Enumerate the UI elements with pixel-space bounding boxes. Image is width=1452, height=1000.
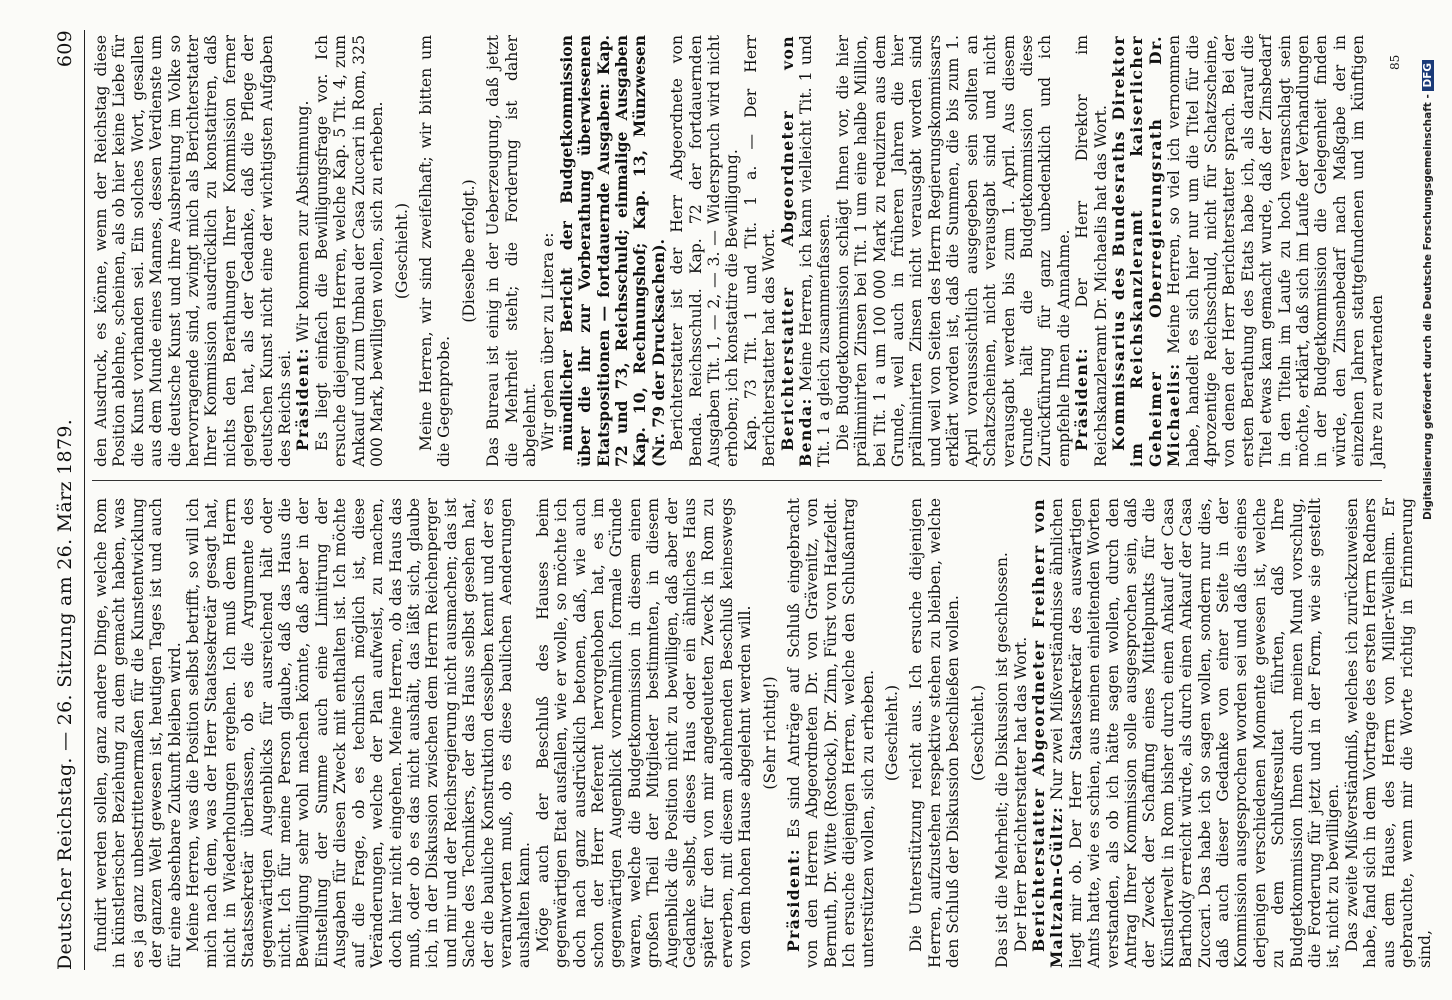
paragraph: Das zweite Mißverständniß, welches ich zurückzuweisen habe, fand sich in dem Vortrage des ersten Herrn Redners aus dem Hause, des Herrn von Miller-Weilheim. Er gebrauchte, wenn mir die Worte richtig in Erinnerung sind, [1342,498,1435,968]
speaker-name: Berichterstatter Abgeordneter Freiherr von Maltzahn-Gültz: [1028,498,1067,968]
stage-direction: (Geschieht.) [968,684,987,782]
speech-paragraph [294,35,312,467]
paragraph: Es liegt einfach die Bewilligungsfrage vor. Ich ersuche diejenigen Herren, welche Kap. 5 Tit. 4, zum Ankauf und zum Umbau der Casa Zuccari in Rom, 325 000 Mark, bewilligen wollen, sich zu erheben. [312,35,387,467]
digitization-text: Digitalisierung gefördert durch die Deutsche Forschungsgemeinschaft - [1422,94,1434,520]
paragraph: Das ist die Mehrheit; die Diskussion ist geschlossen. [993,552,1012,968]
speech-paragraph [1073,35,1110,467]
column-divider [92,480,1382,481]
speaker-name: Präsident: [293,347,313,451]
digitization-note [1400,60,1434,940]
paragraph: Kap. 73 Tit. 1 und Tit. 1 a. — Der Herr Berichterstatter hat das Wort. [741,35,779,467]
speaker-name: Kommissarius des Bundesraths Direktor im Reichskanzleramt kaiserlicher Geheimer Oberregierungsrath Dr. Michaelis: [1108,35,1184,467]
speech-text: Der Herr Direktor im Reichskanzleramt Dr. Michaelis hat das Wort. [1073,35,1110,467]
speaker-name: Präsident: [784,848,804,952]
speech-text: Meine Herren, so viel ich vernommen habe, handelt es sich hier nur um die Titel für die 4prozentige Reichsschuld, nicht für Schatzscheine, von denen der Herr Berichterstatter sprach. Bei der ersten Berathung des Etats habe ich, als darauf die Titel etwas kam gemacht wurde, daß der Zinsbedarf in den Titeln im Laufe zu hoch veranschlagt sein möchte, erklärt, daß sich im Laufe der Verhandlungen in der Budgetkommission die Gelegenheit finden würde, den Zinsenbedarf nach Maßgabe der in einzelnen Jahren stattgefundenen und im künftigen Jahre zu erwartenden [1165,35,1386,467]
speaker-name: Berichterstatter Abgeordneter von Benda: [777,35,816,467]
header-rule [84,30,85,970]
paragraph: Die Budgetkommission schlägt Ihnen vor, die hier präliminirten Zinsen bei Tit. 1 um eine halbe Million, bei Tit. 1 a um 100 000 Mark zu reduziren aus dem Grunde, weil auch in früheren Jahren die hier präliminirten Zinsen nicht verausgabt worden sind und weil von Seiten des Herrn Regierungskommissars erklärt worden ist, daß die Summen, die bis zum 1. April vorausssichtlich ausgegeben sein sollten an Schatzscheinen, nicht verausgabt sind und nicht verausgabt werden bis zum 1. April. Aus diesem Grunde hält die Budgetkommission diese Zurückführung für ganz unbedenklich und ich empfehle Ihnen die Annahme. [833,35,1073,467]
paragraph: Meine Herren, was die Position selbst betrifft, so will ich mich nach dem, was der Herr Staatssekretär gesagt hat, nicht in Wiederholungen ergehen. Ich muß dem Herrn Staatssekretär überlassen, ob es die Argumente des gegenwärtigen Augenblicks für ausreichend hält oder nicht. Ich für meine Person glaube, daß das Haus die Bewilligung sehr wohl machen könnte, daß aber in der Einstellung der Summe auch eine Limitirung der Ausgaben für diesen Zweck mit enthalten ist. Ich möchte auf die Frage, ob es technisch möglich ist, diese Veränderungen, welche der Plan aufweist, zu machen, doch hier nicht eingehen. Meine Herren, ob das Haus das muß, oder ob es das nicht aushält, das läßt sich, glaube ich, in der Diskussion zwischen dem Herrn Reichenperger und mir und der Reichsregierung nicht ausmachen; das ist Sache des Technikers, der das Haus selbst gesehen hat, der die bauliche Konstruktion desselben kennt und der es verantworten muß, ob es diese baulichen Aenderungen aushalten kann. [184,498,534,968]
stage-direction: (Geschieht.) [883,684,902,782]
paragraph: Möge auch der Beschluß des Hauses beim gegenwärtigen Etat ausfallen, wie er wolle, so möchte ich doch nach ganz ausdrücklich betonen, daß, wie auch schon der Herr Referent hervorgehoben hat, es im gegenwärtigen Augenblick vornehmlich formale Gründe waren, welche die Budgetkommission in diesem einen großen Theil der Mitglieder bestimmten, in diesem Augenblick die Position nicht zu bewilligen, daß aber der Gedanke selbst, dieses Haus oder ein ähnliches Haus später für den von mir angedeuteten Zweck in Rom zu erwerben, mit diesem ablehnenden Beschluß keineswegs von dem hohen Hause abgelehnt werden will. [533,498,755,968]
page-header [50,30,84,970]
speech-paragraph [779,35,834,467]
paragraph: den Ausdruck, es könne, wenn der Reichstag diese Position ablehne, scheinen, als ob hier keine Liebe für die Kunst vorhanden sei. Ein solches Wort, gesallen aus dem Munde eines Mannes, dessen Verdienste um die deutsche Kunst und ihre Ausbreitung im Volke so hervorragende sind, zwingt mich als Berichterstatter Ihrer Kommission ausdrücklich zu konstatiren, daß nichts den Berathungen Ihrer Kommission ferner gelegen hat, als der Gedanke, daß die Pflege der deutschen Kunst nicht eine der wichtigsten Aufgaben des Reichs sei. [92,35,295,467]
speech-text: Es sind Anträge auf Schluß eingebracht von den Herren Abgeordneten Dr. von Grävenitz, von Bernuth, Dr. Witte (Rostock), Dr. Zinn, Fürst von Hatzfeldt. Ich ersuche diejenigen Herren, welche den Schlußantrag unterstützen wollen, sich zu erheben. [785,498,877,968]
right-column [92,35,1386,467]
speech-paragraph [1030,498,1343,968]
dfg-logo-text: DFG [1422,60,1434,91]
agenda-item: mündlicher Bericht der Budgetkommission über die ihr zur Vorberathung überwiesenen Etatspositionen — fortdauernde Ausgaben: Kap. 72 und 73, Reichsschuld; einmalige Ausgaben Kap. 10, Rechnungshof; Kap. 13, Münzwesen (Nr. 79 der Drucksachen). [556,35,668,467]
paragraph: Berichterstatter ist der Herr Abgeordnete von Benda. Reichsschuld. Kap. 72 der fortdauernden Ausgaben Tit. 1, — 2, — 3. — Widerspruch wird nicht erhoben; ich konstatire die Bewilligung. [668,35,742,467]
speech-text: Nur zwei Mißverständnisse ähnlichen liegt mir ob. Der Herr Staatssekretär des auswärtigen Amts hatte, wie es schien, aus meinen einleitenden Worten verstanden, als ob ich hätte sagen wollen, durch den Antrag Ihrer Kommission solle ausgesprochen sein, daß der Zweck der Schaffung eines Mittelpunkts für die Künstlerwelt in Rom bisher durch einen Ankauf der Casa Bartholdy erreicht würde, als durch einen Ankauf der Casa Zuccari. Das habe ich so sagen wollen, sondern nur dies, daß auch dieser Gedanke von einer Seite in der Kommission ausgesprochen worden sei und daß dies eines derjenigen verschiedenen Momente gewesen ist, welche zu dem Schlußresultat führten, daß Ihre Budgetkommission Ihnen durch meinen Mund vorschlug, die Forderung für jetzt und in der Form, wie sie gestellt ist, nicht zu bewilligen. [1048,498,1343,968]
paragraph: Wir gehen über zu Litera e: [539,232,558,451]
stage-direction: (Sehr richtig!) [760,676,779,790]
paragraph: fundirt werden sollen, ganz andere Dinge, welche Rom in künstlerischer Beziehung zu dem gemacht haben, was es ja ganz unbestrittenermaßen für die Kunstentwicklung der ganzen Welt gewesen ist, heutigen Tages ist und auch für eine absehbare Zukunft bleiben wird. [92,498,184,968]
speech-text: Wir kommen zur Abstimmung. [294,100,313,343]
speech-paragraph [785,498,877,968]
left-column [92,498,1435,968]
stage-direction: (Geschieht.) [392,202,411,300]
paragraph: Die Unterstützung reicht aus. Ich ersuche diejenigen Herren, aufzustehen respektive stehen zu bleiben, welche den Schluß der Diskussion beschließen wollen. [907,498,963,968]
page-title: Deutscher Reichstag. — 26. Sitzung am 26. März 1879. [54,418,76,970]
paragraph: Meine Herren, wir sind zweifelhaft; wir bitten um die Gegenprobe. [416,35,454,467]
stage-direction: (Dieselbe erfolgt.) [459,179,478,323]
speech-text: Meine Herren, ich kann vielleicht Tit. 1 und Tit. 1 a gleich zusammenfassen. [797,35,834,467]
speaker-name: Präsident: [1072,347,1092,451]
paragraph: Der Herr Berichterstatter hat das Wort. [1011,636,1030,952]
page-number: 609 [54,30,76,68]
speech-paragraph [1110,35,1386,467]
paragraph: Das Bureau ist einig in der Ueberzeugung, daß jetzt die Mehrheit steht; die Forderung ist daher abgelehnt. [484,35,539,467]
sheet-mark: 85 [1388,54,1402,70]
